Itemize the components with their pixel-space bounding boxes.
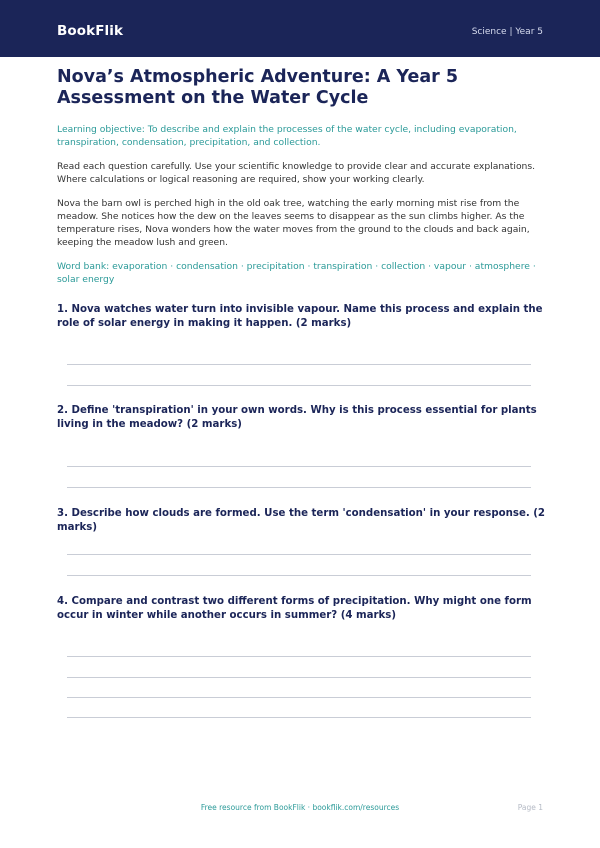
- subject-year-label: Science | Year 5: [471, 27, 543, 37]
- answer-line[interactable]: [67, 487, 531, 488]
- page-number: Page 1: [517, 803, 543, 812]
- header-bar: [0, 0, 600, 57]
- footer-resource-link[interactable]: Free resource from BookFlik · bookflik.com/resources: [200, 803, 400, 812]
- question-1: 1. Nova watches water turn into invisible vapour. Name this process and explain the role of solar energy in making it happen. (2 marks): [57, 304, 543, 329]
- learning-objective: Learning objective: To describe and explain the processes of the water cycle, including evaporation, transpiration, condensation, precipitation, and collection.: [57, 124, 517, 148]
- intro-section: [57, 67, 545, 286]
- word-bank: Word bank: evaporation · condensation · precipitation · transpiration · collection · vapour · atmosphere · solar energy: [57, 261, 536, 285]
- answer-line[interactable]: [67, 385, 531, 386]
- question-3: 3. Describe how clouds are formed. Use the term 'condensation' in your response. (2 marks): [57, 508, 546, 533]
- answer-line[interactable]: [67, 466, 531, 467]
- instructions-text: Read each question carefully. Use your scientific knowledge to provide clear and accurate explanations. Where calculations or logical reasoning are required, show your working clearly.: [57, 161, 536, 185]
- question-2: 2. Define 'transpiration' in your own words. Why is this process essential for plants living in the meadow? (2 marks): [57, 405, 537, 430]
- answer-line[interactable]: [67, 717, 531, 718]
- page-title: Nova’s Atmospheric Adventure: A Year 5 Assessment on the Water Cycle: [57, 67, 459, 108]
- answer-line[interactable]: [67, 554, 531, 555]
- answer-line[interactable]: [67, 364, 531, 365]
- brand-logo[interactable]: BookFlik: [57, 23, 124, 39]
- story-text: Nova the barn owl is perched high in the old oak tree, watching the early morning mist rise from the meadow. She notices how the dew on the leaves seems to disappear as the sun climbs higher. As the temperature rises, Nova wonders how the water moves from the ground to the clouds and back again, keeping the meadow lush and green.: [57, 198, 530, 248]
- answer-line[interactable]: [67, 697, 531, 698]
- answer-line[interactable]: [67, 656, 531, 657]
- question-4: 4. Compare and contrast two different forms of precipitation. Why might one form occur in winter while another occurs in summer? (4 marks): [57, 596, 532, 621]
- answer-line[interactable]: [67, 677, 531, 678]
- answer-line[interactable]: [67, 575, 531, 576]
